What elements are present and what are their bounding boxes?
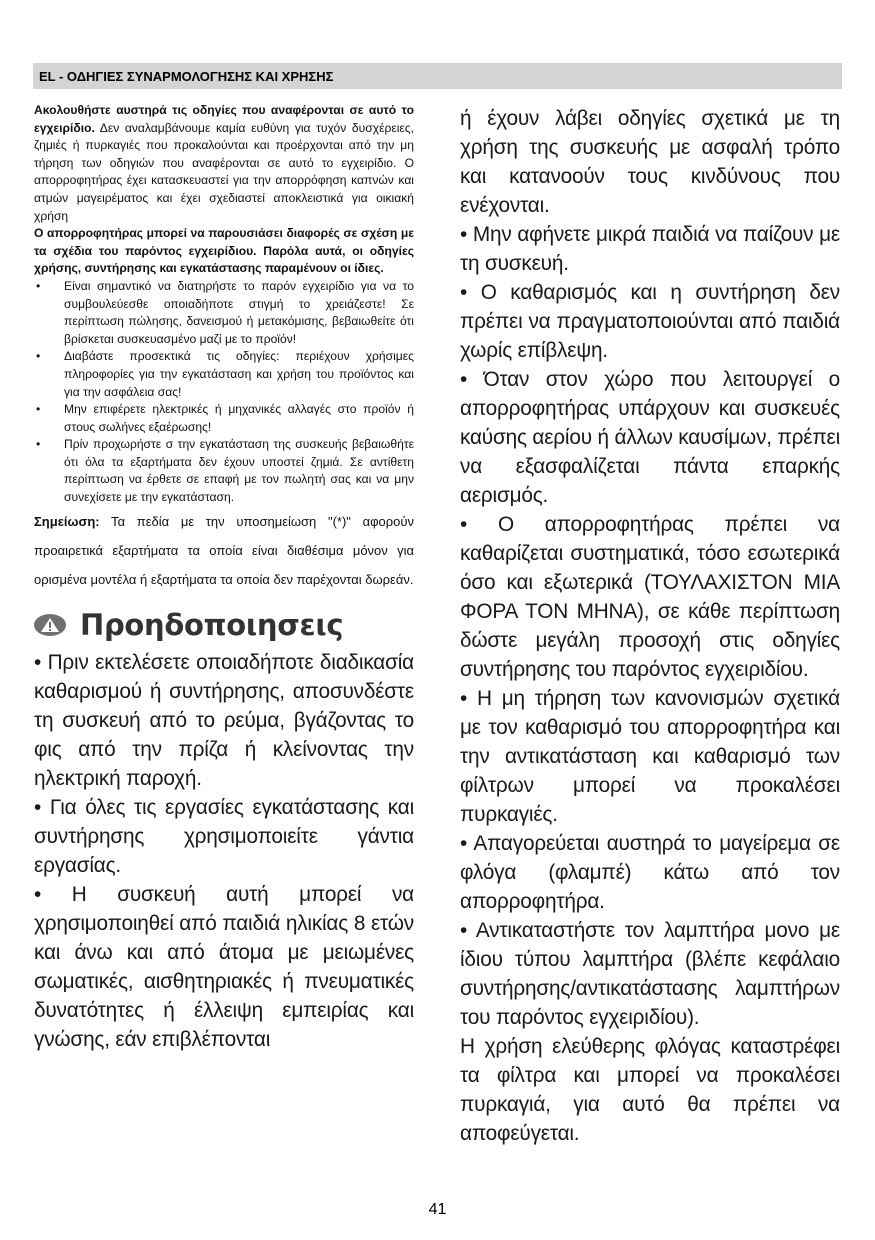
- warning-paragraph: • Απαγορεύεται αυστηρά το μαγείρεμα σε φλόγα (φλαμπέ) κάτω από τον απορροφητήρα.: [460, 832, 840, 913]
- warning-paragraph: • Όταν στον χώρο που λειτουργεί ο απορροφητήρας υπάρχουν και συσκευές καύσης αερίου ή άλλων καυσίμων, πρέπει να εξασφαλίζεται πάντα επαρκής αερισμός.: [460, 368, 840, 507]
- warning-paragraph: • Πριν εκτελέσετε οποιαδήποτε διαδικασία καθαρισμού ή συντήρησης, αποσυνδέστε τη συσκευή από το ρεύμα, βγάζοντας το φις από την πρίζα ή κλείνοντας την ηλεκτρική παροχή.: [34, 650, 414, 790]
- intro-differences-text: Ο απορροφητήρας μπορεί να παρουσιάσει διαφορές σε σχέση με τα σχέδια του παρόντος εγχειρίδιου. Παρόλα αυτά, οι οδηγίες χρήσης, συντήρησης και εγκατάστασης παραμένουν οι ίδιες.: [34, 226, 414, 276]
- warnings-title: Προηδοποιησεις: [80, 607, 344, 642]
- intro-differences-paragraph: [34, 225, 414, 278]
- warning-paragraph: Η χρήση ελεύθερης φλόγας καταστρέφει τα φίλτρα και μπορεί να προκαλέσει πυρκαγιά, για αυτό θα πρέπει να αποφεύγεται.: [460, 1035, 840, 1145]
- left-column: [34, 102, 414, 1054]
- list-item: • Μην επιφέρετε ηλεκτρικές ή μηχανικές αλλαγές στο προϊόν ή στους σωλήνες εξαέρωσης!: [36, 402, 414, 434]
- warning-paragraph: • Αντικαταστήστε τον λαμπτήρα μονο με ίδιου τύπου λαμπτήρα (βλέπε κεφάλαιο συντήρησης/αντικατάστασης λαμπτήρων του παρόντος εγχειριδίου).: [460, 919, 840, 1029]
- section-header-title: EL - ΟΔΗΓΙΕΣ ΣΥΝΑΡΜΟΛΟΓΗΣΗΣ ΚΑΙ ΧΡΗΣΗΣ: [39, 69, 334, 84]
- right-column: [460, 104, 840, 1148]
- warning-paragraph: • Μην αφήνετε μικρά παιδιά να παίζουν με τη συσκευή.: [460, 223, 840, 275]
- warning-paragraph: • Ο καθαρισμός και η συντήρηση δεν πρέπει να πραγματοποιούνται από παιδιά χωρίς επίβλεψη.: [460, 281, 840, 362]
- warning-triangle-icon: [34, 614, 66, 636]
- intro-paragraph: [34, 102, 414, 225]
- intro-text: Δεν αναλαμβάνουμε καμία ευθύνη για τυχόν δυσχέρειες, ζημιές ή πυρκαγιές που προκαλούνται και προέρχονται από την μη τήρηση των οδηγιών που αναφέρονται σε αυτό το εγχειρίδιο. Ο απορροφητήρας έχει κατασκευαστεί για την απορρόφηση καπνών και ατμών μαγειρέματος και έχει σχεδιαστεί αποκλειστικά για οικιακή χρήση: [34, 120, 414, 223]
- note-label: Σημείωση:: [34, 513, 100, 529]
- intro-bold-text: Ακολουθήστε αυστηρά τις οδηγίες που αναφέρονται σε αυτό το εγχειρίδιο.: [34, 103, 414, 135]
- page-number: 41: [428, 1201, 447, 1218]
- warning-paragraph: • Για όλες τις εργασίες εγκατάστασης και συντήρησης χρησιμοποιείτε γάντια εργασίας.: [34, 795, 414, 877]
- warnings-heading: [34, 602, 414, 648]
- intro-bullet-list: [34, 278, 414, 507]
- list-item: • Είναι σημαντικό να διατηρήστε το παρόν εγχειρίδιο για να το συμβουλεύεσθε οποιαδήποτε στιγμή το χρειάζεστε! Σε περίπτωση πώλησης, δανεισμού ή μετακόμισης, βεβαιωθείτε ότι βρίσκεται συσκευασμένο μαζί με το προϊόν!: [36, 278, 414, 346]
- warning-paragraph: • Η συσκευή αυτή μπορεί να χρησιμοποιηθεί από παιδιά ηλικίας 8 ετών και άνω και από άτομα με μειωμένες σωματικές, αισθητηριακές ή πνευματικές δυνατότητες ή έλλειψη εμπειρίας και γνώσης, εάν επιβλέπονται: [34, 882, 414, 1051]
- list-item: • Διαβάστε προσεκτικά τις οδηγίες: περιέχουν χρήσιμες πληροφορίες για την εγκατάσταση και χρήση του προϊόντος και για την ασφάλεια σας!: [36, 349, 414, 399]
- list-item: • Πρίν προχωρήστε σ την εγκατάσταση της συσκευής βεβαιωθήτε ότι όλα τα εξαρτήματα δεν έχουν υποστεί ζημιά. Σε αντίθετη περίπτωση να έρθετε σε επαφή με τον πωλητή σας και να μην συνεχίσετε με την εγκατάσταση.: [36, 437, 414, 505]
- warning-paragraph: • Ο απορροφητήρας πρέπει να καθαρίζεται συστηματικά, τόσο εσωτερικά όσο και εξωτερικά (ΤΟΥΛΑΧΙΣΤΟΝ ΜΙΑ ΦΟΡΑ ΤΟΝ ΜΗΝΑ), σε κάθε περίπτωση δώστε μεγάλη προσοχή στις οδηγίες συντήρησης του παρόντος εγχειριδίου.: [460, 513, 840, 681]
- warning-paragraph: ή έχουν λάβει οδηγίες σχετικά με τη χρήση της συσκευής με ασφαλή τρόπο και κατανοούν τους κινδύνους που ενέχονται.: [460, 107, 840, 217]
- note-paragraph: [34, 507, 414, 594]
- section-header-bar: [33, 63, 842, 89]
- warning-paragraph: • Η μη τήρηση των κανονισμών σχετικά με τον καθαρισμό του απορροφητήρα και την αντικατάσταση και καθαρισμό των φίλτρων μπορεί να προκαλέσει πυρκαγιές.: [460, 687, 840, 826]
- note-text: Τα πεδία με την υποσημείωση "(*)" αφορούν προαιρετικά εξαρτήματα τα οποία είναι διαθέσιμα μόνον για ορισμένα μοντέλα ή εξαρτήματα τα οποία δεν παρέχονται δωρεάν.: [34, 513, 414, 587]
